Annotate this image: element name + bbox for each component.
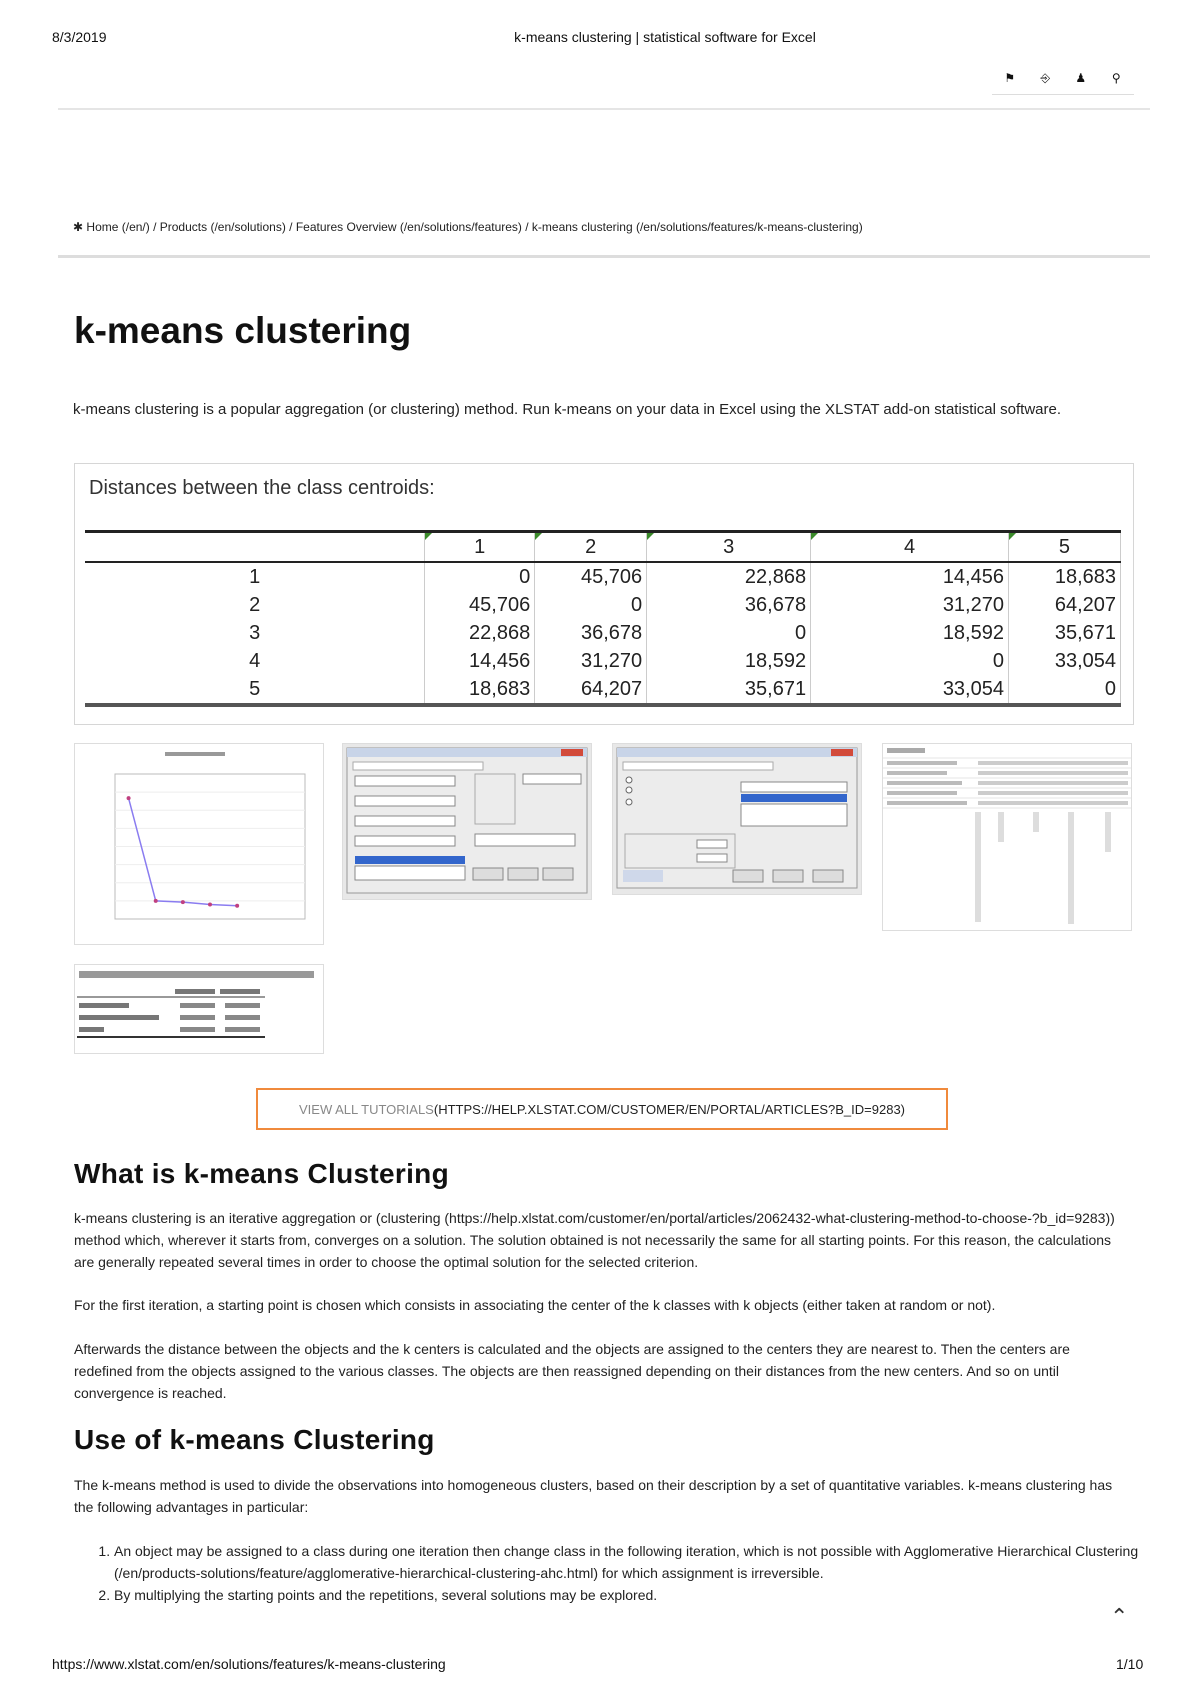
data-point [235,904,239,908]
section-what-is-p3: Afterwards the distance between the objects and the k centers is calculated and the objects are assigned to the centers they are nearest to. Then the centers are redefined from the objects assigned to the various classes. The objects are then reassigned depending on their distances from the new centers. And so on until convergence is reached. [74,1341,1070,1401]
table-cell: 36,678 [535,619,647,647]
table-cell: 33,054 [811,675,1009,705]
table-cell: 18,592 [647,647,811,675]
table-row [85,562,1121,591]
table-cell: 18,592 [811,619,1009,647]
print-title: k-means clustering | statistical software for Excel [514,29,816,45]
comment-marker-icon [647,533,654,540]
header-divider [58,108,1150,110]
table-cell: 64,207 [535,675,647,705]
table-cell: 22,868 [425,619,535,647]
comment-marker-icon [811,533,818,540]
table-cell: 18,683 [1008,562,1120,591]
row-label: 4 [85,647,425,675]
page-title: k-means clustering [74,310,412,351]
view-all-tutorials-button[interactable] [256,1088,948,1130]
breadcrumb-text[interactable]: Home (/en/) / Products (/en/solutions) / Features Overview (/en/solutions/features) / k-means clustering (/en/solutions/features/k-means-clustering) [86,220,863,234]
table-cell: 36,678 [647,591,811,619]
table-cell: 14,456 [425,647,535,675]
section-what-is-heading: What is k-means Clustering [74,1158,449,1189]
section-use-p1: The k-means method is used to divide the observations into homogeneous clusters, based on their description by a set of quantitative variables. k-means clustering has the following advantages in particular: [74,1477,1113,1515]
user-icon[interactable]: ♟ [1075,71,1087,85]
scroll-top-icon[interactable]: ⌃ [1110,1604,1129,1629]
scree-plot-chart [75,744,323,944]
print-footer-url: https://www.xlstat.com/en/solutions/features/k-means-clustering [52,1656,446,1672]
print-footer-page: 1/10 [1116,1656,1144,1672]
scree-plot-thumbnail[interactable] [74,743,324,945]
breadcrumb[interactable] [73,220,863,234]
top-toolbar [992,62,1134,95]
data-point [127,796,131,800]
row-label: 1 [85,562,425,591]
section-use-heading: Use of k-means Clustering [74,1424,435,1455]
table-cell: 0 [425,562,535,591]
distance-table-title: Distances between the class centroids: [89,477,435,499]
dialog-general-image [343,744,591,899]
table-cell: 45,706 [535,562,647,591]
table-row [85,647,1121,675]
table-cell: 14,456 [811,562,1009,591]
comment-marker-icon [535,533,542,540]
table-cell: 31,270 [811,591,1009,619]
column-header: 5 [1008,532,1120,563]
section-what-is-p2: For the first iteration, a starting point is chosen which consists in associating the center of the k classes with k objects (either taken at random or not). [74,1297,996,1313]
comment-marker-icon [1009,533,1016,540]
results-sheet-thumbnail[interactable] [882,743,1132,931]
list-item: 2. By multiplying the starting points and the repetitions, several solutions may be explored. [114,1584,1164,1606]
distance-table [85,530,1121,707]
section-what-is-p1: k-means clustering is an iterative aggregation or (clustering (https://help.xlstat.com/customer/en/portal/articles/2062432-what-clustering-method-to-choose-?b_id=9283)) method which, wherever it starts from, converges on a solution. The solution obtained is not necessarily the same for all starting points. For this reason, the calculations are generally repeated several times in order to choose the optimal solution for the selected criterion. [74,1210,1115,1270]
comment-marker-icon [425,533,432,540]
dialog-options-image [613,744,861,894]
column-header: 2 [535,532,647,563]
table-cell: 45,706 [425,591,535,619]
view-all-tutorials-label: VIEW ALL TUTORIALS [298,1101,434,1117]
list-item: 1. An object may be assigned to a class during one iteration then change class in the following iteration, which is not possible with Agglomerative Hierarchical Clustering (/en/products-solutions/feature/agglomerative-hierarchical-clustering-ahc.html) for which assignment is irreversible. [114,1540,1164,1584]
row-label: 5 [85,675,425,705]
distance-table-figure[interactable] [74,463,1134,725]
breadcrumb-divider [58,255,1150,258]
table-cell: 0 [811,647,1009,675]
table-cell: 0 [535,591,647,619]
search-icon[interactable]: ⚲ [1111,71,1121,85]
dialog-general-thumbnail[interactable] [342,743,592,900]
column-header: 1 [425,532,535,563]
table-row [85,591,1121,619]
view-all-tutorials-url: (HTTPS://HELP.XLSTAT.COM/CUSTOMER/EN/PORTAL/ARTICLES?B_ID=9283) [433,1101,906,1117]
home-icon[interactable]: ✱ [73,220,84,234]
column-header: 4 [811,532,1009,563]
results-sheet-image [883,744,1131,930]
table-cell: 0 [647,619,811,647]
row-label: 3 [85,619,425,647]
data-point [181,900,185,904]
table-cell: 33,054 [1008,647,1120,675]
login-icon[interactable]: ⎆ [1040,70,1051,85]
table-row [85,619,1121,647]
variance-decomposition-thumbnail[interactable] [74,964,324,1054]
column-header: 3 [647,532,811,563]
variance-decomposition-image [75,965,323,1053]
intro-text: k-means clustering is a popular aggregation (or clustering) method. Run k-means on your data in Excel using the XLSTAT add-on statistical software. [73,401,1061,418]
table-row [85,675,1121,705]
data-point [154,899,158,903]
data-point [208,903,212,907]
advantages-list [74,1540,1164,1606]
table-cell: 0 [1008,675,1120,705]
flag-icon[interactable]: ⚑ [1004,71,1016,85]
table-cell: 64,207 [1008,591,1120,619]
table-cell: 31,270 [535,647,647,675]
table-cell: 35,671 [1008,619,1120,647]
table-corner [85,532,425,563]
table-cell: 22,868 [647,562,811,591]
row-label: 2 [85,591,425,619]
table-cell: 18,683 [425,675,535,705]
chart-title-mark [165,752,225,756]
dialog-options-thumbnail[interactable] [612,743,862,895]
print-date: 8/3/2019 [52,29,107,45]
table-cell: 35,671 [647,675,811,705]
